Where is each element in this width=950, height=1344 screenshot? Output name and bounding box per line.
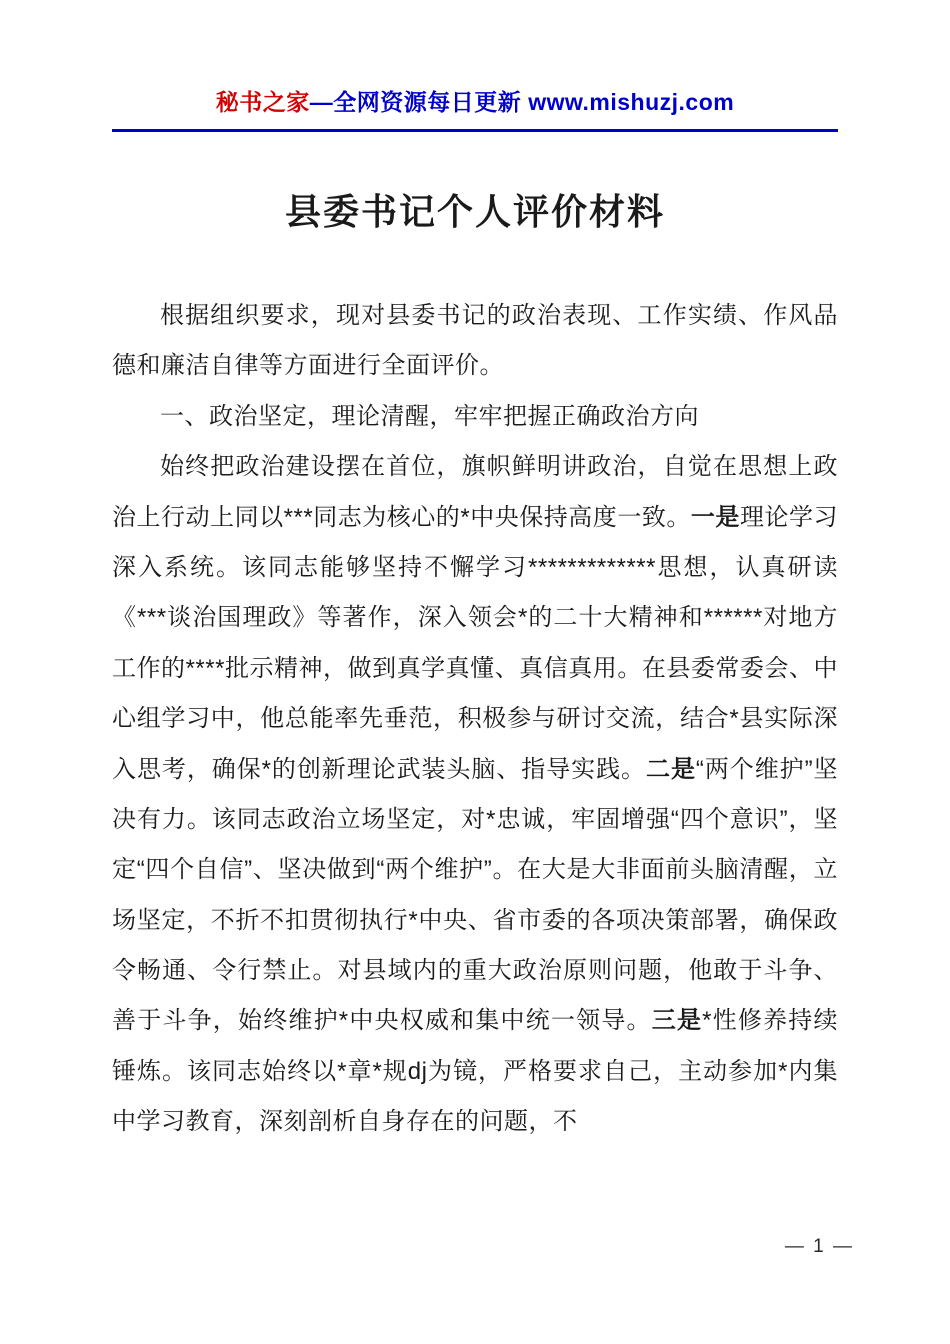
bold-run: 一是 — [690, 503, 740, 531]
text-run: 理论学习深入系统。该同志能够坚持不懈学习*************思想，认真研读《***谈治国理政》等著作，深入领会*的二十大精神和******对地方工作的****批示精神，做到真学真懂、真信真用。在县委常委会、中心组学习中，他总能率先垂范，积极参与研讨交流，结合*县实际深入思考，确保*的创新理论武装头脑、指导实践。 — [112, 503, 839, 783]
bold-run: 三是 — [651, 1007, 703, 1035]
text-run: 始终把政治建设摆在首位，旗帜鲜明讲政治，自觉在思想上政治上行动上同以***同志为核心的*中央保持高度一致。 — [112, 453, 838, 531]
bold-run: 二是 — [646, 755, 696, 783]
document-title: 县委书记个人评价材料 — [284, 191, 665, 232]
text-run: *性修养持续锤炼。该同志始终以*章*规dj为镜，严格要求自己，主动参加*内集中学习教育，深刻剖析自身存在的问题，不 — [112, 1007, 838, 1136]
text-run: “两个维护”坚决有力。该同志政治立场坚定，对*忠诚，牢固增强“四个意识”，坚定“四个自信”、坚决做到“两个维护”。在大是大非面前头脑清醒，立场坚定，不折不扣贯彻执行*中央、省市委的各项决策部署，确保政令畅通、令行禁止。对县域内的重大政治原则问题，他敢于斗争、善于斗争，始终维护*中央权威和集中统一领导。 — [112, 755, 839, 1035]
text-run: 根据组织要求，现对县委书记的政治表现、工作实绩、作风品德和廉洁自律等方面进行全面评价。 — [112, 302, 838, 380]
header-divider — [112, 129, 838, 132]
page-number: — 1 — — [784, 1236, 854, 1257]
text-run: 一、政治坚定，理论清醒，牢牢把握正确政治方向 — [160, 402, 699, 430]
site-tagline: —全网资源每日更新 — [309, 89, 529, 115]
paragraph — [112, 291, 838, 392]
page-header — [112, 84, 838, 132]
site-brand: 秘书之家 — [215, 89, 310, 115]
paragraph — [112, 442, 838, 1147]
section-heading — [112, 392, 838, 442]
document-body — [112, 291, 838, 1148]
site-url: www.mishuzj.com — [528, 89, 735, 115]
